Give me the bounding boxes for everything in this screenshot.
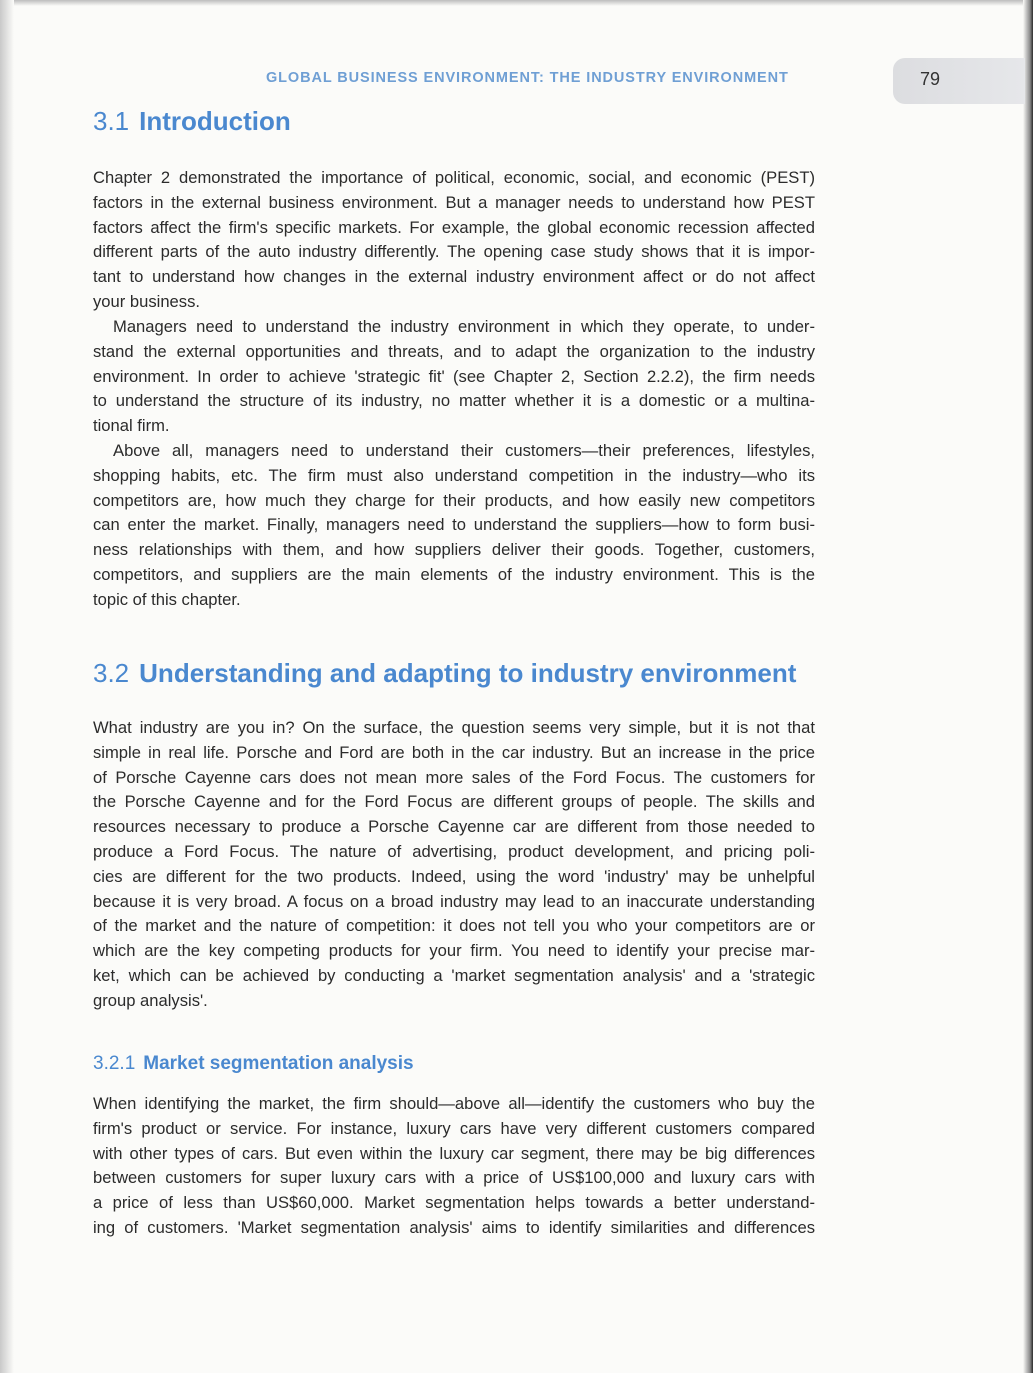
subsection-title: Market segmentation analysis xyxy=(143,1053,414,1074)
text-line: Above all, managers need to understand their customers—their preferences, lifestyles, xyxy=(113,441,815,460)
text-line: ing of customers. 'Market segmentation analysis' aims to identify similarities and differences xyxy=(93,1217,815,1237)
text-line: shopping habits, etc. The firm must also understand competition in the industry—who its xyxy=(93,465,815,485)
paragraph xyxy=(93,1092,815,1241)
text-line: to understand the structure of its industry, no matter whether it is a domestic or a multina- xyxy=(93,391,815,411)
section-title: Introduction xyxy=(139,106,291,136)
paragraph xyxy=(93,716,815,1014)
text-line: different parts of the auto industry differently. The opening case study shows that it is impor- xyxy=(93,242,815,262)
text-line: can enter the market. Finally, managers need to understand the suppliers—how to form busi- xyxy=(93,515,815,535)
paragraph xyxy=(93,439,815,613)
text-line: competitors, and suppliers are the main elements of the industry environment. This is the xyxy=(93,564,815,584)
section-heading-3-2 xyxy=(93,658,796,689)
text-line: your business. xyxy=(93,291,200,311)
text-line: between customers for super luxury cars with a price of US$100,000 and luxury cars with xyxy=(93,1168,815,1188)
text-line: produce a Ford Focus. The nature of advertising, product development, and pricing poli- xyxy=(93,841,815,861)
text-line: ness relationships with them, and how suppliers deliver their goods. Together, customers, xyxy=(93,540,815,560)
page-edge-shadow-left xyxy=(0,0,14,1373)
text-line: tant to understand how changes in the external industry environment affect or do not affect xyxy=(93,267,815,287)
text-line: firm's product or service. For instance, luxury cars have very different customers compared xyxy=(93,1118,815,1138)
text-line: stand the external opportunities and threats, and to adapt the organization to the industry xyxy=(93,341,815,361)
text-line: environment. In order to achieve 'strategic fit' (see Chapter 2, Section 2.2.2), the firm needs xyxy=(93,366,815,386)
text-line: What industry are you in? On the surface, the question seems very simple, but it is not that xyxy=(93,718,815,737)
page-edge-shadow-top xyxy=(0,0,1033,6)
text-line: a price of less than US$60,000. Market segmentation helps towards a better understand- xyxy=(93,1193,815,1213)
section-heading-3-1 xyxy=(93,106,291,137)
text-line: because it is very broad. A focus on a broad industry may lead to an inaccurate understanding xyxy=(93,891,815,911)
text-line: competitors are, how much they charge for their products, and how easily new competitors xyxy=(93,490,815,510)
text-line: of the market and the nature of competition: it does not tell you who your competitors are or xyxy=(93,916,815,936)
text-line: When identifying the market, the firm should—above all—identify the customers who buy the xyxy=(93,1094,815,1113)
text-line: simple in real life. Porsche and Ford are both in the car industry. But an increase in the price xyxy=(93,742,815,762)
section-number: 3.1 xyxy=(93,106,130,136)
text-line: Managers need to understand the industry environment in which they operate, to under- xyxy=(113,317,815,336)
text-line: factors affect the firm's specific markets. For example, the global economic recession affected xyxy=(93,217,815,237)
text-line: group analysis'. xyxy=(93,990,208,1010)
section-title: Understanding and adapting to industry environment xyxy=(139,658,797,688)
page-number: 79 xyxy=(920,69,941,89)
running-head: GLOBAL BUSINESS ENVIRONMENT: THE INDUSTRY ENVIRONMENT xyxy=(266,70,789,86)
text-line: of Porsche Cayenne cars does not mean more sales of the Ford Focus. The customers for xyxy=(93,767,815,787)
paragraph xyxy=(93,315,815,439)
paragraph xyxy=(93,166,815,315)
text-line: with other types of cars. But even within the luxury car segment, there may be big differences xyxy=(93,1143,815,1163)
page-number-tab xyxy=(893,58,1025,104)
page-edge-shadow-right xyxy=(1023,0,1033,1373)
text-line: the Porsche Cayenne and for the Ford Focus are different groups of people. The skills and xyxy=(93,792,815,812)
text-line: which are the key competing products for your firm. You need to identify your precise mar- xyxy=(93,941,815,961)
text-line: tional firm. xyxy=(93,416,170,436)
text-line: resources necessary to produce a Porsche Cayenne car are different from those needed to xyxy=(93,817,815,837)
text-line: cies are different for the two products. Indeed, using the word 'industry' may be unhelpful xyxy=(93,866,815,886)
subsection-heading-3-2-1 xyxy=(93,1053,414,1075)
text-line: topic of this chapter. xyxy=(93,589,241,609)
text-line: ket, which can be achieved by conducting a 'market segmentation analysis' and a 'strategic xyxy=(93,965,815,985)
text-line: factors in the external business environment. But a manager needs to understand how PEST xyxy=(93,192,815,212)
subsection-number: 3.2.1 xyxy=(93,1053,136,1074)
section-number: 3.2 xyxy=(93,658,130,688)
text-line: Chapter 2 demonstrated the importance of political, economic, social, and economic (PEST) xyxy=(93,168,815,187)
